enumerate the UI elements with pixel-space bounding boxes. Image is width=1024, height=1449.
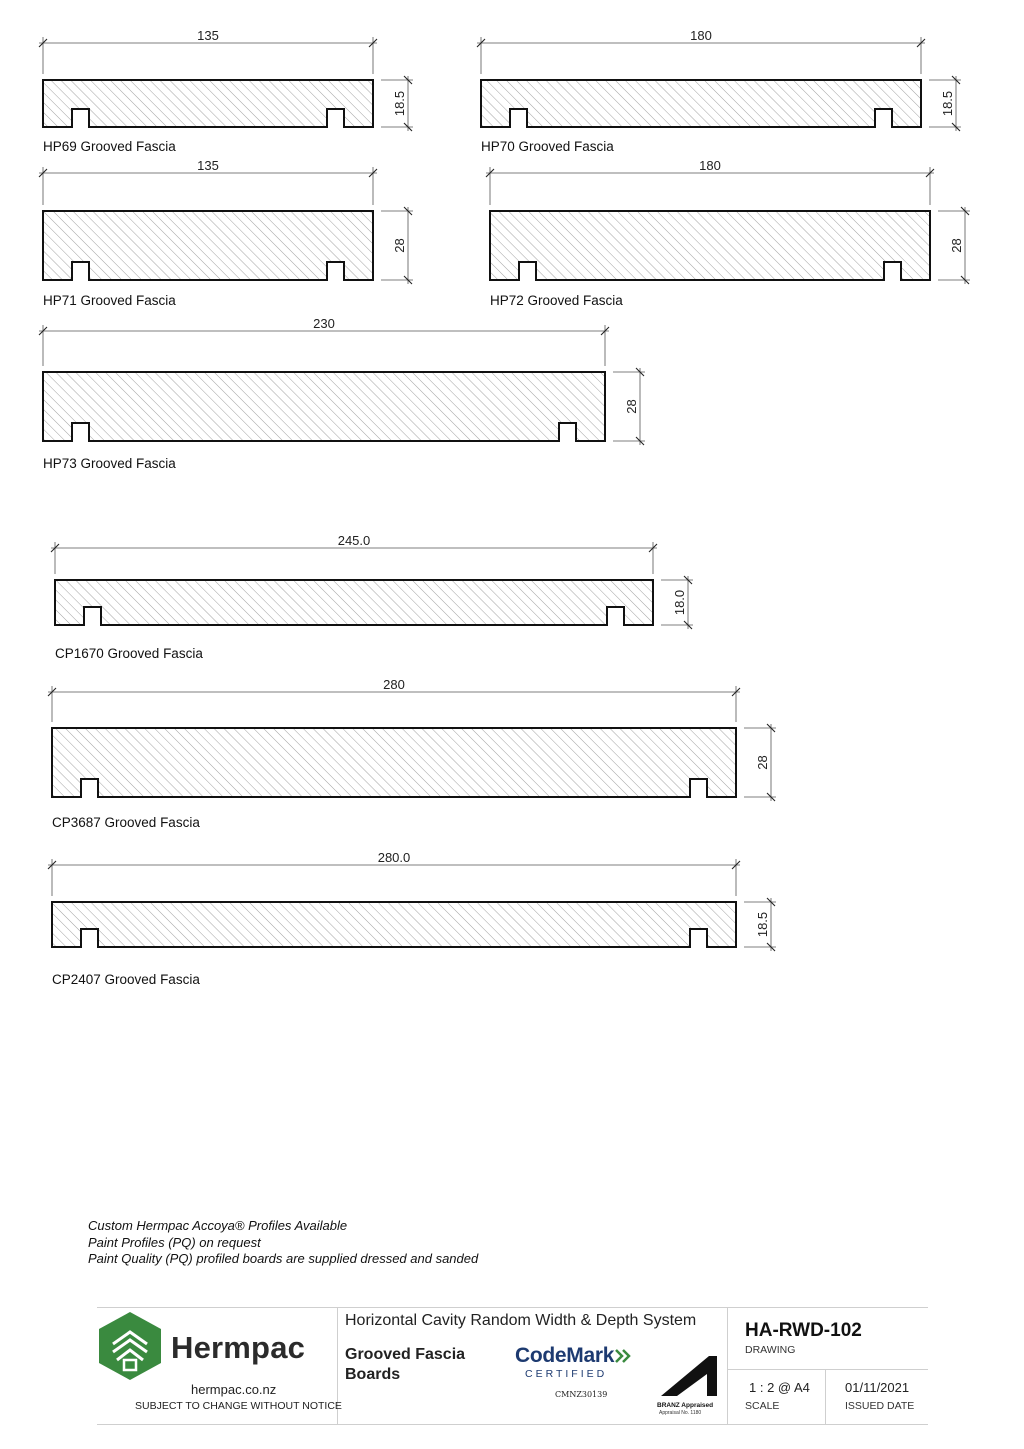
profile-label: CP1670 Grooved Fascia [55,646,203,661]
issued-date: 01/11/2021 [845,1380,910,1395]
drawing-notes [88,1218,478,1268]
depth-dimension-label: 28 [755,755,770,770]
hermpac-hexagon-icon [97,1310,163,1382]
depth-dimension-label: 18.5 [755,911,770,938]
fascia-profile [48,677,776,830]
width-dimension-label: 135 [197,28,219,43]
codemark-number: CMNZ30139 [555,1390,608,1399]
fascia-profile [39,28,413,154]
title-block-divider [825,1369,826,1424]
product-title [345,1345,465,1385]
branz-mark-icon [659,1352,721,1400]
width-dimension-label: 245.0 [337,533,371,548]
codemark-certified-text: CERTIFIED [525,1368,608,1380]
scale-label: SCALE [745,1400,780,1412]
board-section [52,728,736,797]
profile-label: CP2407 Grooved Fascia [52,972,200,987]
note-line: Paint Quality (PQ) profiled boards are supplied dressed and sanded [88,1251,479,1266]
product-title-line: Boards [345,1366,401,1383]
profile-label: HP71 Grooved Fascia [43,293,176,308]
chevron-right-icon [614,1348,636,1364]
width-dimension-label: 180 [699,158,721,173]
board-section [55,580,653,625]
issued-date-label: ISSUED DATE [845,1400,915,1412]
depth-dimension-label: 28 [949,238,964,253]
profile-label: HP69 Grooved Fascia [43,139,176,154]
depth-dimension-label: 28 [392,238,407,253]
title-block-divider [727,1308,728,1424]
product-title-line: Grooved Fascia [345,1346,466,1363]
board-section [490,211,930,280]
profile-label: HP73 Grooved Fascia [43,456,176,471]
width-dimension-label: 280 [383,677,405,692]
branz-appraised-logo [657,1352,721,1420]
title-block-divider [727,1369,928,1370]
board-section [481,80,921,127]
scale-value: 1 : 2 @ A4 [749,1380,810,1395]
depth-dimension-label: 18.5 [392,90,407,117]
drawing-label: DRAWING [745,1344,796,1356]
board-section [52,902,736,947]
width-dimension-label: 180 [690,28,712,43]
branz-label: BRANZ Appraised [657,1402,714,1409]
profile-label: HP72 Grooved Fascia [490,293,623,308]
title-block [97,1307,928,1425]
fascia-profile [39,158,413,308]
codemark-certified-logo [515,1344,655,1404]
depth-dimension-label: 18.0 [672,589,687,616]
website-link[interactable]: hermpac.co.nz [191,1382,277,1397]
width-dimension-label: 230 [313,316,335,331]
fascia-profile [477,28,961,154]
board-section [43,372,605,441]
fascia-profile [39,316,645,471]
width-dimension-label: 280.0 [377,850,411,865]
hermpac-logo [97,1308,342,1424]
board-section [43,80,373,127]
fascia-profile [486,158,970,308]
board-section [43,211,373,280]
fascia-profile [51,533,693,661]
fascia-profile [48,850,776,987]
width-dimension-label: 135 [197,158,219,173]
brand-name: Hermpac [171,1330,306,1365]
drawing-number: HA-RWD-102 [745,1320,862,1341]
branz-number: Appraisal No. 1180 [659,1410,702,1416]
note-line: Custom Hermpac Accoya® Profiles Available [88,1218,348,1233]
profile-label: HP70 Grooved Fascia [481,139,614,154]
system-title: Horizontal Cavity Random Width & Depth System [345,1312,697,1329]
codemark-wordmark: CodeMark [515,1344,615,1367]
note-line: Paint Profiles (PQ) on request [88,1234,261,1250]
change-notice: SUBJECT TO CHANGE WITHOUT NOTICE [135,1400,342,1412]
depth-dimension-label: 18.5 [940,90,955,117]
profile-label: CP3687 Grooved Fascia [52,815,200,830]
depth-dimension-label: 28 [624,399,639,414]
